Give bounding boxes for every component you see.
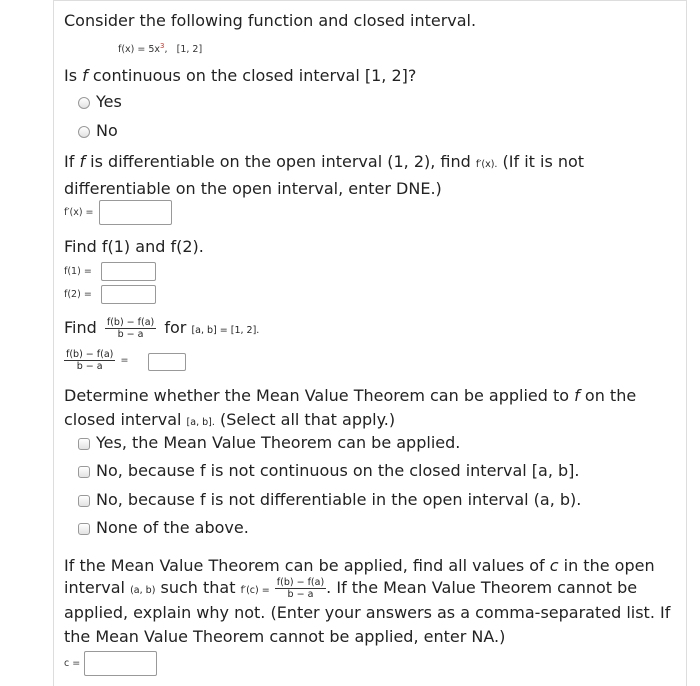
q6-answer-label: c =: [64, 658, 81, 669]
q5-f: f: [574, 386, 580, 405]
q4-prompt-text: Find: [64, 318, 97, 337]
q6-line1-text: If the Mean Value Theorem can be applied, find all values of: [64, 556, 550, 575]
q5-option-2-checkbox[interactable]: [78, 466, 90, 478]
q1-f: f: [82, 66, 88, 85]
q5-option-1-checkbox[interactable]: [78, 438, 90, 450]
q5-option-4-checkbox[interactable]: [78, 523, 90, 535]
q4-answer-frac-den: b − a: [76, 361, 103, 372]
q6-interval-word: interval: [64, 578, 131, 597]
function-definition: $f(x) = 5x^3$, [1, 2]: [118, 42, 203, 56]
q6-line1: [64, 554, 655, 578]
q2-answer-label: f′(x) =: [64, 207, 94, 218]
q1-yes-radio[interactable]: [78, 97, 90, 109]
q6-c-input[interactable]: [84, 651, 157, 676]
q1-prompt: [64, 64, 416, 88]
function-exponent: 3: [160, 42, 165, 50]
q3-prompt: [64, 235, 204, 259]
q4-prompt-fraction: [105, 317, 156, 340]
q5-prompt: [64, 384, 679, 435]
q4-for-cond: [a, b] = [1, 2].: [191, 325, 260, 336]
q3-and: and: [130, 237, 171, 256]
q3-f1: f(1): [101, 237, 131, 256]
q3-f2-input[interactable]: [101, 285, 156, 304]
q6-fc: f′(c) =: [240, 585, 270, 596]
top-border: [53, 0, 687, 1]
q3-prompt-text: Find: [64, 237, 102, 256]
q3-f1-label: f(1) =: [64, 266, 92, 277]
q2-prompt-b: is differentiable on the open interval (1, 2), find: [85, 152, 476, 171]
function-interval: [1, 2]: [176, 44, 203, 56]
q4-answer-row: [64, 349, 128, 372]
q4-answer-frac-num: f(b) − f(a): [66, 349, 114, 360]
q1-no-label: No: [96, 121, 118, 140]
q6-fraction: [275, 577, 326, 600]
q3-f2-label: f(2) =: [64, 289, 92, 300]
q5-prompt-a: Determine whether the Mean Value Theorem can be applied to: [64, 386, 575, 405]
q6-line1-end: in the open: [558, 556, 655, 575]
q4-prompt-frac-den: b − a: [117, 329, 144, 340]
q4-for-word: for: [164, 318, 187, 337]
q5-prompt-c: (Select all that apply.): [214, 410, 396, 429]
q2-fprime-inline: f′(x).: [475, 159, 498, 170]
q6-line2: [64, 576, 637, 603]
q6-interval-sm: (a, b): [130, 585, 156, 596]
q4-prompt: [64, 316, 259, 343]
q4-answer-input[interactable]: [148, 353, 186, 371]
q6-such-that: such that: [155, 578, 241, 597]
q3-end: .: [198, 237, 204, 256]
q6-frac-den: b − a: [287, 589, 314, 600]
q5-option-3-checkbox[interactable]: [78, 495, 90, 507]
q1-prompt-a: Is: [64, 66, 83, 85]
q6-rest: applied, explain why not. (Enter your answers as a comma-separated list. If the Mean Value Theorem cannot be applied, enter NA.): [64, 603, 671, 646]
q4-equals: =: [120, 355, 129, 366]
q4-answer-fraction: [64, 349, 115, 372]
q2-prompt-c: (If it is not differentiable on the open interval, enter DNE.): [64, 152, 585, 198]
q3-f2: f(2): [170, 237, 199, 256]
q6-line2-end: . If the Mean Value Theorem cannot be: [326, 578, 638, 597]
q5-option-3-label: No, because f is not differentiable in the open interval (a, b).: [96, 490, 582, 509]
q5-interval: [a, b].: [186, 417, 215, 428]
q5-prompt-b: on the closed interval: [64, 386, 637, 429]
q5-option-4-label: None of the above.: [96, 518, 249, 537]
q6-frac-num: f(b) − f(a): [276, 577, 325, 588]
q2-f: f: [79, 152, 86, 171]
intro-text: Consider the following function and closed interval.: [64, 11, 477, 30]
q3-f1-input[interactable]: [101, 262, 156, 281]
q4-prompt-frac-num: f(b) − f(a): [106, 317, 155, 328]
q2-fprime-input[interactable]: [99, 200, 172, 225]
q2-prompt: [64, 150, 679, 201]
q1-no-radio[interactable]: [78, 126, 90, 138]
q2-prompt-a: If: [64, 152, 80, 171]
q1-prompt-b: continuous on the closed interval [1, 2]?: [87, 66, 417, 85]
q1-yes-label: Yes: [96, 92, 122, 111]
q5-option-1-label: Yes, the Mean Value Theorem can be applied.: [96, 433, 461, 452]
q5-option-2-label: No, because f is not continuous on the closed interval [a, b].: [96, 461, 580, 480]
function-lhs: f(x) = 5x: [118, 44, 161, 56]
q6-c: c: [549, 556, 559, 575]
